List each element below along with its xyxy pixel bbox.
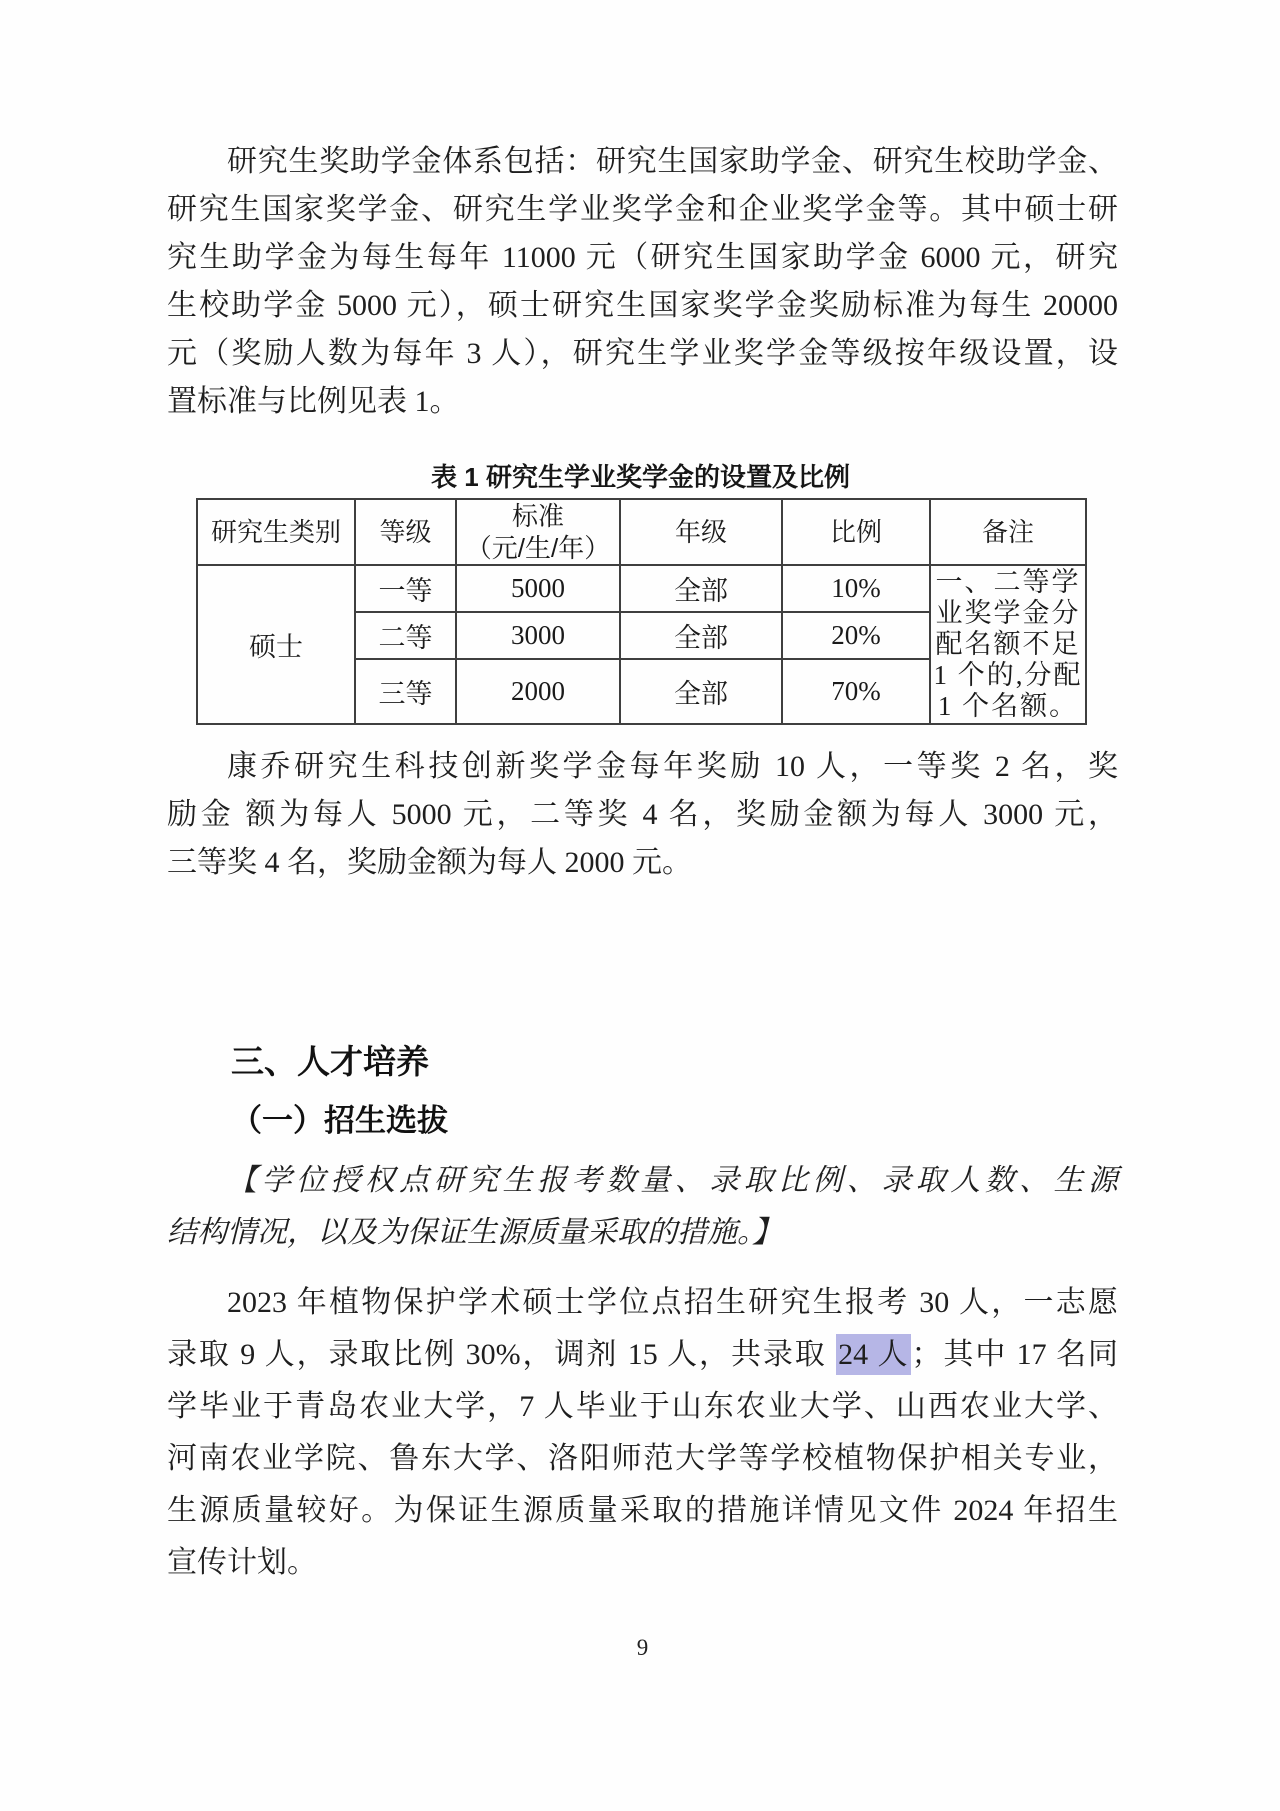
text-line: 置标准与比例见表 1。 [167,385,460,418]
header-grade: 等级 [355,499,456,565]
header-ratio: 比例 [782,499,930,565]
cell-year: 全部 [620,612,782,659]
text-line: 研究生奖助学金体系包括：研究生国家助学金、研究生校助学金、 [227,145,1118,178]
text-line: 2023 年植物保护学术硕士学位点招生研究生报考 30 人，一志愿 [227,1286,1118,1319]
cell-standard: 2000 [456,659,620,724]
cell-year: 全部 [620,565,782,612]
text-line: 宣传计划。 [167,1546,317,1579]
section-heading-talent-training: 三、人才培养 [231,1043,429,1080]
paragraph-scholarship-system [167,138,1118,426]
text-line: 【学位授权点研究生报考数量、录取比例、录取人数、生源 [227,1164,1118,1197]
text-line: 究生助学金为每生每年 11000 元（研究生国家助学金 6000 元，研究 [167,241,1118,274]
text-segment: 录取 9 人，录取比例 30%，调剂 15 人，共录取 [167,1338,837,1371]
paragraph-kangqiao-award [167,743,1118,887]
text-line: 康乔研究生科技创新奖学金每年奖励 10 人，一等奖 2 名，奖 [227,750,1118,783]
cell-remark: 一、二等学业奖学金分配名额不足 1 个的,分配 1 个名额。 [930,565,1086,724]
text-line: 学毕业于青岛农业大学，7 人毕业于山东农业大学、山西农业大学、 [167,1390,1118,1423]
text-line: 励金 额为每人 5000 元，二等奖 4 名，奖励金额为每人 3000 元， [167,798,1118,831]
subsection-heading-enrollment: （一）招生选拔 [231,1103,448,1138]
text-line: 研究生国家奖学金、研究生学业奖学金和企业奖学金等。其中硕士研 [167,193,1118,226]
text-line: 结构情况，以及为保证生源质量采取的措施。】 [167,1216,782,1249]
paragraph-enrollment-stats [167,1277,1118,1589]
cell-standard: 3000 [456,612,620,659]
cell-category: 硕士 [197,565,355,724]
header-standard [456,499,620,565]
text-line: 生校助学金 5000 元），硕士研究生国家奖学金奖励标准为每生 20000 [167,289,1118,322]
cell-grade: 一等 [355,565,456,612]
page-number: 9 [636,1635,649,1660]
table-header-row [197,499,1086,565]
header-year: 年级 [620,499,782,565]
text-line: 三等奖 4 名，奖励金额为每人 2000 元。 [167,846,692,879]
cell-ratio: 10% [782,565,930,612]
text-line: 河南农业学院、鲁东大学、洛阳师范大学等学校植物保护相关专业， [167,1442,1118,1475]
table1-title: 表 1 研究生学业奖学金的设置及比例 [431,462,850,492]
header-category: 研究生类别 [197,499,355,565]
cell-ratio: 20% [782,612,930,659]
header-remark: 备注 [930,499,1086,565]
table-row [197,565,1086,612]
header-standard-line1: 标准 [511,501,564,531]
text-line: 元（奖励人数为每年 3 人），研究生学业奖学金等级按年级设置，设 [167,337,1118,370]
cell-standard: 5000 [456,565,620,612]
scholarship-table [196,498,1087,725]
highlighted-text: 24 人 [836,1334,911,1375]
cell-ratio: 70% [782,659,930,724]
cell-grade: 二等 [355,612,456,659]
text-line-with-highlight [167,1329,1118,1381]
bracket-note [167,1155,1118,1259]
cell-grade: 三等 [355,659,456,724]
header-standard-line2: （元/生/年） [465,533,611,563]
text-line: 生源质量较好。为保证生源质量采取的措施详情见文件 2024 年招生 [167,1494,1118,1527]
text-segment: ；其中 17 名同 [911,1338,1119,1371]
cell-year: 全部 [620,659,782,724]
